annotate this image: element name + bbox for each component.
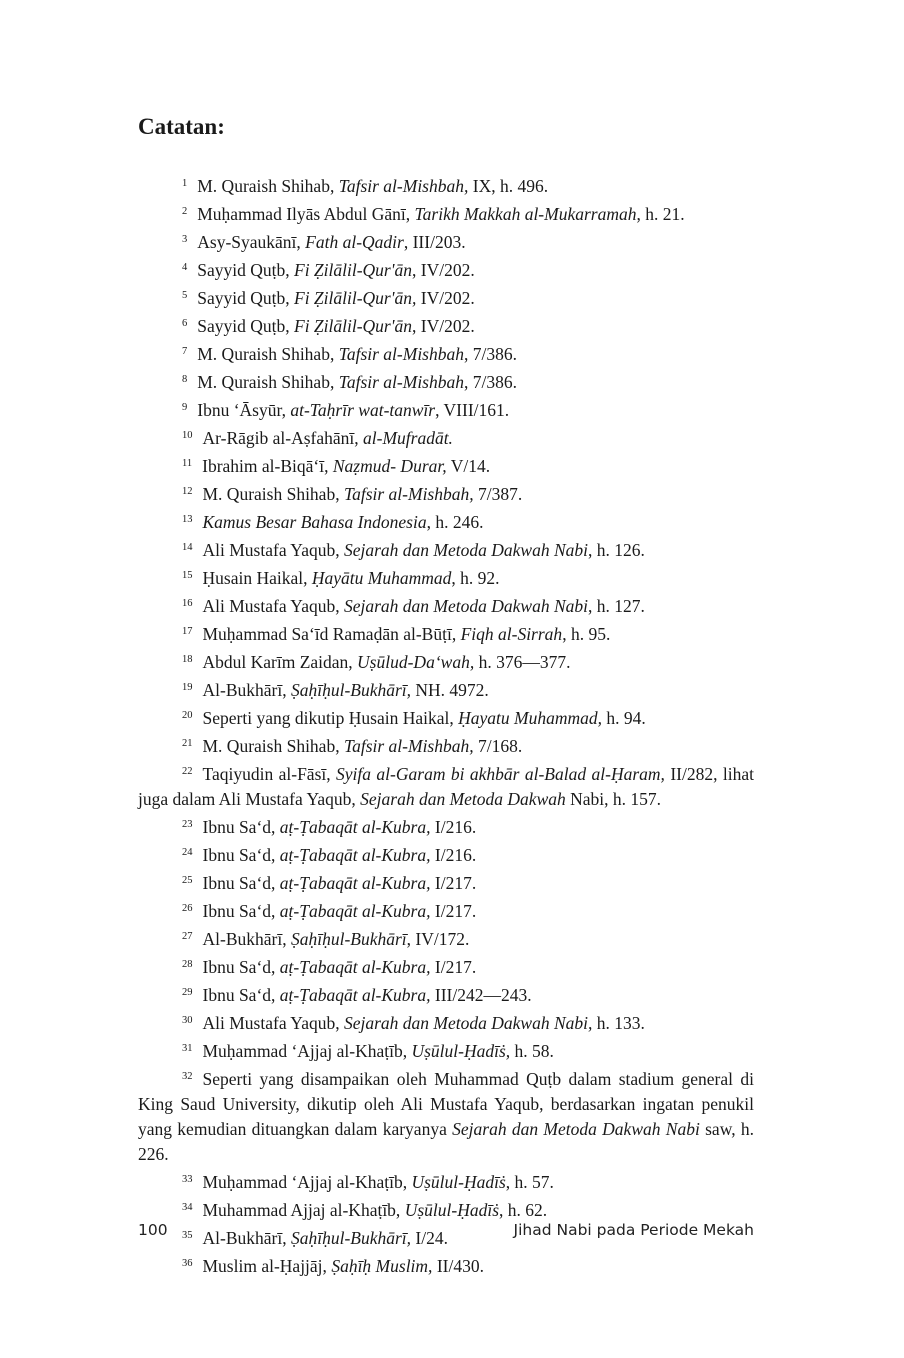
endnote-number: 7	[182, 346, 188, 357]
endnote-text: Seperti yang dikutip Ḥusain Haikal,	[202, 708, 459, 728]
endnote-title: Fi Ẓilālil-Qur'ān	[294, 260, 412, 280]
endnote-title: Kamus Besar Bahasa Indonesia	[202, 512, 427, 532]
page-number: 100	[138, 1221, 168, 1239]
endnotes-list	[138, 171, 754, 1279]
endnote-text: Ibnu Sa‘d,	[202, 901, 280, 921]
endnote-number: 22	[182, 766, 193, 777]
endnote-title: Tafsir al-Mishbah	[338, 372, 464, 392]
endnote-text: Sayyid Quṭb,	[197, 260, 294, 280]
endnote-title: aṭ-Ṭabaqāt al-Kubra,	[279, 985, 431, 1005]
endnote-number: 17	[182, 626, 193, 637]
endnote-number: 8	[182, 374, 188, 385]
endnote-title: Ṣaḥīḥ Muslim,	[331, 1256, 433, 1276]
endnote-item	[138, 1036, 754, 1064]
endnote-item	[138, 1195, 754, 1223]
endnote-item	[138, 535, 754, 563]
endnote-text: , VIII/161.	[435, 400, 510, 420]
endnote-text: h. 94.	[602, 708, 646, 728]
endnote-title: Tafsir al-Mishbah	[338, 344, 464, 364]
endnote-text: Ali Mustafa Yaqub,	[202, 596, 344, 616]
endnote-text: Sayyid Quṭb,	[197, 316, 294, 336]
endnote-text: Ibnu Sa‘d,	[202, 985, 280, 1005]
endnote-number: 35	[182, 1230, 193, 1241]
endnote-title: Tafsir al-Mishbah,	[338, 176, 469, 196]
endnote-item	[138, 952, 754, 980]
endnote-title: Naẓmud- Durar,	[332, 456, 447, 476]
endnote-number: 12	[182, 486, 193, 497]
endnote-item	[138, 367, 754, 395]
endnote-title: aṭ-Ṭabaqāt al-Kubra,	[279, 845, 431, 865]
endnote-title: Ḥayātu Muhammad	[311, 568, 452, 588]
endnote-text: Ibnu ‘Āsyūr,	[197, 400, 291, 420]
endnote-text: Sayyid Quṭb,	[197, 288, 294, 308]
endnote-item	[138, 675, 754, 703]
endnote-text: 7/168.	[473, 736, 523, 756]
endnote-item	[138, 868, 754, 896]
endnote-item	[138, 255, 754, 283]
endnote-title: Fath al-Qadir	[305, 232, 404, 252]
endnote-text: II/282, lihat juga dalam Ali Mustafa Yaqub,	[138, 764, 754, 809]
endnote-text: M. Quraish Shihab,	[197, 176, 339, 196]
endnote-item	[138, 759, 754, 812]
endnote-title: Uṣūlud-Da‘wah,	[357, 652, 475, 672]
endnote-text: Ibnu Sa‘d,	[202, 817, 280, 837]
endnote-title: Tarikh Makkah al-Mukarramah	[414, 204, 637, 224]
endnote-item	[138, 479, 754, 507]
endnote-text: Ibrahim al-Biqā‘ī,	[202, 456, 333, 476]
endnote-number: 31	[182, 1043, 193, 1054]
endnote-number: 34	[182, 1202, 193, 1213]
endnote-number: 19	[182, 682, 193, 693]
endnote-item	[138, 507, 754, 535]
endnote-text: , IV/202.	[412, 316, 475, 336]
endnote-text: I/216.	[430, 845, 477, 865]
endnote-title: aṭ-Ṭabaqāt al-Kubra,	[279, 901, 431, 921]
endnote-title: Ḥayatu Muhammad,	[458, 708, 603, 728]
endnote-text: Taqiyudin al-Fāsī,	[202, 764, 337, 784]
endnote-item	[138, 171, 754, 199]
endnote-text: III/242—243.	[430, 985, 532, 1005]
endnote-number: 25	[182, 875, 193, 886]
endnote-text: , h. 21.	[636, 204, 685, 224]
endnote-number: 27	[182, 931, 193, 942]
endnote-title: Uṣūlul-Ḥadīṡ	[411, 1172, 506, 1192]
endnote-text: I/217.	[430, 901, 477, 921]
endnote-text: M. Quraish Shihab,	[197, 372, 339, 392]
endnote-text: IX, h. 496.	[468, 176, 549, 196]
endnote-title: Tafsir al-Mishbah,	[343, 484, 474, 504]
endnote-text: IV/202.	[416, 288, 475, 308]
endnote-text: Muḥammad Ilyās Abdul Gānī,	[197, 204, 415, 224]
endnote-text: II/430.	[432, 1256, 484, 1276]
endnote-number: 20	[182, 710, 193, 721]
endnote-number: 3	[182, 234, 188, 245]
endnote-item	[138, 563, 754, 591]
endnote-title: Sejarah dan Metoda Dakwah Nabi,	[343, 1013, 593, 1033]
endnote-text: Muḥammad Sa‘īd Ramaḍān al-Būṭī,	[202, 624, 461, 644]
endnote-number: 6	[182, 318, 188, 329]
endnote-title: al-Mufradāt.	[363, 428, 453, 448]
endnote-item	[138, 731, 754, 759]
endnote-text: M. Quraish Shihab,	[202, 736, 344, 756]
endnote-item	[138, 311, 754, 339]
endnote-title: Tafsir al-Mishbah,	[343, 736, 474, 756]
endnote-number: 5	[182, 290, 188, 301]
endnote-text: Ali Mustafa Yaqub,	[202, 540, 344, 560]
endnote-text: I/24.	[411, 1228, 448, 1248]
endnote-title: aṭ-Ṭabaqāt al-Kubra,	[279, 957, 431, 977]
endnote-text: Ali Mustafa Yaqub,	[202, 1013, 344, 1033]
endnote-number: 21	[182, 738, 193, 749]
endnote-number: 23	[182, 819, 193, 830]
endnote-number: 18	[182, 654, 193, 665]
endnote-text: , h. 57.	[505, 1172, 554, 1192]
endnote-text: , h. 246.	[426, 512, 484, 532]
endnote-text: Muslim al-Ḥajjāj,	[202, 1256, 332, 1276]
endnote-text: Al-Bukhārī,	[202, 1228, 291, 1248]
endnote-item	[138, 924, 754, 952]
endnote-item	[138, 1251, 754, 1279]
endnote-item	[138, 619, 754, 647]
endnote-item	[138, 1064, 754, 1167]
endnote-title: aṭ-Ṭabaqāt al-Kubra,	[279, 817, 431, 837]
endnote-text: Asy-Syaukānī,	[197, 232, 306, 252]
endnote-text: Ibnu Sa‘d,	[202, 845, 280, 865]
endnote-item	[138, 896, 754, 924]
endnote-number: 16	[182, 598, 193, 609]
endnote-item	[138, 647, 754, 675]
endnote-item	[138, 703, 754, 731]
endnote-number: 10	[182, 430, 193, 441]
endnote-text: Ar-Rāgib al-Aṣfahānī,	[202, 428, 363, 448]
endnote-item	[138, 591, 754, 619]
endnote-text: , IV/172.	[406, 929, 470, 949]
endnote-text: I/217.	[430, 873, 477, 893]
endnote-number: 1	[182, 178, 188, 189]
endnote-number: 2	[182, 206, 188, 217]
endnote-number: 26	[182, 903, 193, 914]
endnote-text: h. 58.	[510, 1041, 554, 1061]
endnote-text: Ibnu Sa‘d,	[202, 957, 280, 977]
endnote-item	[138, 339, 754, 367]
section-heading: Catatan:	[138, 114, 225, 139]
endnote-text: , h. 95.	[562, 624, 611, 644]
endnote-text: NH. 4972.	[411, 680, 489, 700]
endnote-title: Sejarah dan Metoda Dakwah Nabi	[452, 1119, 700, 1139]
endnote-text: h. 376—377.	[474, 652, 571, 672]
endnote-number: 14	[182, 542, 193, 553]
endnote-item	[138, 227, 754, 255]
endnote-text: , III/203.	[403, 232, 466, 252]
endnote-item	[138, 812, 754, 840]
endnote-item	[138, 423, 754, 451]
endnote-text: , h. 127.	[587, 596, 645, 616]
endnote-title: Sejarah dan Metoda Dakwah	[360, 789, 566, 809]
endnote-text: , h. 62.	[499, 1200, 548, 1220]
endnote-text: Muḥammad ‘Ajjaj al-Khaṭīb,	[202, 1172, 412, 1192]
endnote-number: 13	[182, 514, 193, 525]
endnote-title: Sejarah dan Metoda Dakwah Nabi	[343, 596, 588, 616]
endnote-title: Ṣaḥīḥul-Bukhārī	[290, 929, 407, 949]
endnote-number: 15	[182, 570, 193, 581]
endnote-number: 33	[182, 1174, 193, 1185]
endnote-text: Nabi, h. 157.	[565, 789, 662, 809]
endnote-title: Uṣūlul-Ḥadīṡ,	[411, 1041, 511, 1061]
endnote-text: 7/387.	[473, 484, 523, 504]
endnote-title: Fi Ẓilālil-Qur'ān	[294, 316, 412, 336]
endnote-number: 30	[182, 1015, 193, 1026]
endnote-title: aṭ-Ṭabaqāt al-Kubra,	[279, 873, 431, 893]
endnote-text: Al-Bukhārī,	[202, 680, 291, 700]
endnote-number: 24	[182, 847, 193, 858]
endnote-title: Fiqh al-Sirrah	[460, 624, 563, 644]
endnote-item	[138, 199, 754, 227]
endnote-item	[138, 840, 754, 868]
endnote-number: 11	[182, 458, 193, 469]
endnote-number: 28	[182, 959, 193, 970]
endnote-text: , 7/386.	[464, 344, 517, 364]
endnote-text: M. Quraish Shihab,	[202, 484, 344, 504]
endnote-text: Seperti yang disampaikan oleh Muhammad Quṭb dalam stadium general di King Saud University, dikutip oleh Ali Mustafa Yaqub, berdasarkan ingatan penukil yang kemudian dituangkan dalam karyanya	[138, 1069, 754, 1139]
endnote-text: Abdul Karīm Zaidan,	[202, 652, 358, 672]
endnote-title: Fi Ẓilālil-Qur'ān,	[294, 288, 417, 308]
endnote-number: 36	[182, 1258, 193, 1269]
endnote-text: I/217.	[430, 957, 477, 977]
endnote-number: 32	[182, 1071, 193, 1082]
endnote-title: Uṣūlul-Ḥadīṡ	[404, 1200, 499, 1220]
endnote-text: Muhammad Ajjaj al-Khaṭīb,	[202, 1200, 405, 1220]
endnote-text: , 7/386.	[464, 372, 517, 392]
endnote-text: I/216.	[430, 817, 477, 837]
endnote-title: Ṣaḥīḥul-Bukhārī,	[290, 680, 412, 700]
endnote-text: Al-Bukhārī,	[202, 929, 291, 949]
endnote-text: , h. 92.	[451, 568, 500, 588]
endnote-text: Muḥammad ‘Ajjaj al-Khaṭīb,	[202, 1041, 412, 1061]
endnote-title: at-Taḥrīr wat-tanwīr	[290, 400, 436, 420]
endnote-title: Syifa al-Garam bi akhbār al-Balad al-Ḥaram,	[336, 764, 665, 784]
endnote-item	[138, 283, 754, 311]
endnote-text: Ibnu Sa‘d,	[202, 873, 280, 893]
endnote-number: 29	[182, 987, 193, 998]
endnote-item	[138, 1008, 754, 1036]
endnote-item	[138, 980, 754, 1008]
endnote-number: 9	[182, 402, 188, 413]
endnote-item	[138, 1167, 754, 1195]
endnote-text: , h. 126.	[587, 540, 645, 560]
endnote-title: Sejarah dan Metoda Dakwah Nabi	[343, 540, 588, 560]
endnote-number: 4	[182, 262, 188, 273]
running-title: Jihad Nabi pada Periode Mekah	[513, 1221, 754, 1239]
endnote-text: h. 133.	[592, 1013, 645, 1033]
endnote-text: , IV/202.	[412, 260, 475, 280]
endnote-text: saw, h. 226.	[138, 1119, 754, 1164]
endnote-item	[138, 395, 754, 423]
endnote-text: V/14.	[446, 456, 491, 476]
endnote-item	[138, 451, 754, 479]
endnote-text: M. Quraish Shihab,	[197, 344, 339, 364]
endnote-text: Ḥusain Haikal,	[202, 568, 312, 588]
endnote-title: Ṣaḥīḥul-Bukhārī,	[290, 1228, 412, 1248]
